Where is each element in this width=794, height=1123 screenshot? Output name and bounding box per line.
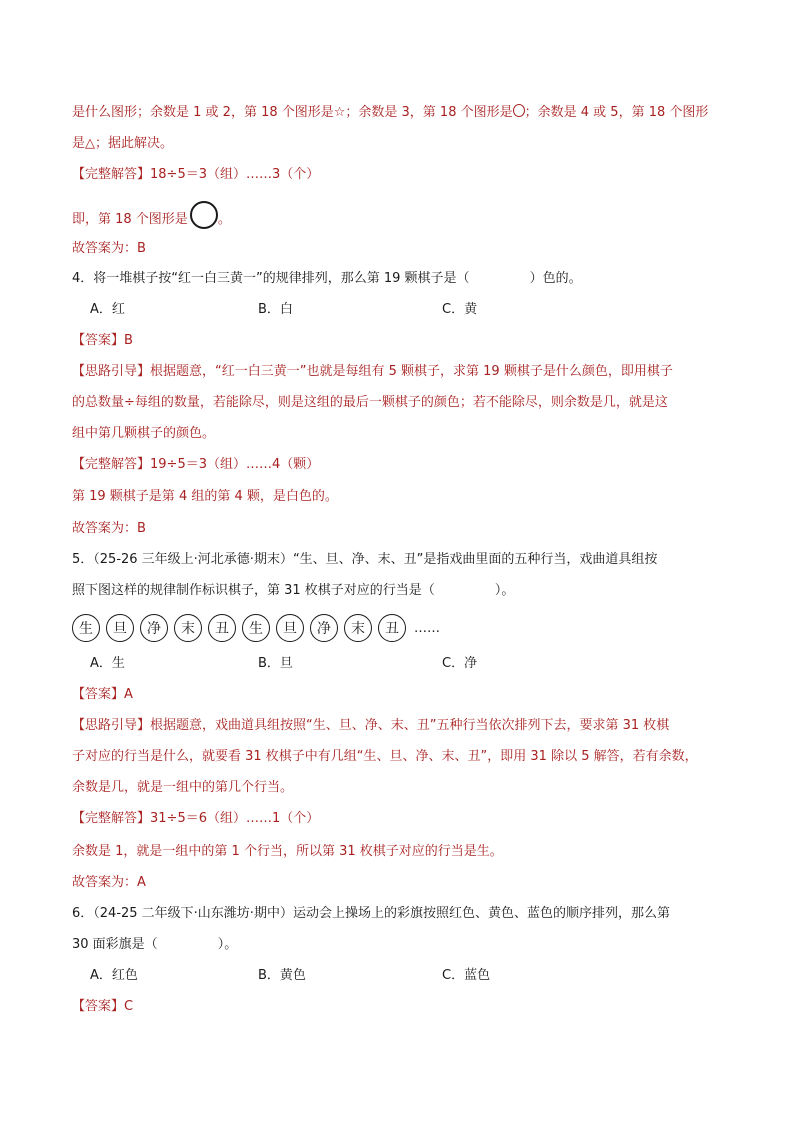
q6-option-b: B．黄色 — [258, 968, 306, 983]
q5-solution: 【完整解答】31÷5＝6（组）……1（个） — [72, 811, 320, 826]
prev-hint-line-2: 是△；据此解决。 — [72, 136, 173, 151]
circle-shape-icon — [513, 104, 525, 117]
q4-final-answer: 故答案为：B — [72, 521, 146, 536]
q4-answer: 【答案】B — [72, 333, 133, 348]
q5-hint-line-2: 子对应的行当是什么，就要看 31 枚棋子中有几组“生、旦、净、末、丑”，即用 31 除以 5 解答，若有余数， — [72, 749, 698, 764]
q4-hint-line-1: 【思路引导】根据题意，“红一白三黄一”也就是每组有 5 颗棋子，求第 19 颗棋子是什么颜色，即用棋子 — [72, 364, 673, 379]
q5-question-line-1: 5．（25-26 三年级上·河北承德·期末）“生、旦、净、末、丑”是指戏曲里面的五种行当，戏曲道具组按 — [72, 552, 658, 567]
role-token: 丑 — [378, 614, 406, 642]
role-token: 旦 — [276, 614, 304, 642]
prev-final-answer: 故答案为：B — [72, 241, 146, 256]
q5-option-b: B．旦 — [258, 656, 293, 671]
q5-answer: 【答案】A — [72, 687, 133, 702]
q5-hint-line-3: 余数是几，就是一组中的第几个行当。 — [72, 780, 294, 795]
q4-solution: 【完整解答】19÷5＝3（组）……4（颗） — [72, 457, 320, 472]
role-token: 旦 — [106, 614, 134, 642]
q5-option-a: A．生 — [90, 656, 125, 671]
role-token: 末 — [344, 614, 372, 642]
q6-answer: 【答案】C — [72, 999, 134, 1014]
q4-option-b: B．白 — [258, 302, 293, 317]
q6-question-line-2: 30 面彩旗是（ ）。 — [72, 937, 238, 952]
q4-question: 4．将一堆棋子按“红一白三黄一”的规律排列，那么第 19 颗棋子是（ ）色的。 — [72, 271, 582, 286]
role-token: 净 — [140, 614, 168, 642]
q6-option-c: C．蓝色 — [442, 968, 491, 983]
q4-hint-line-2: 的总数量÷每组的数量，若能除尽，则是这组的最后一颗棋子的颜色；若不能除尽，则余数是几，就是这 — [72, 395, 668, 410]
q4-option-c: C．黄 — [442, 302, 478, 317]
prev-solution: 【完整解答】18÷5＝3（组）……3（个） — [72, 167, 320, 182]
q4-conclusion: 第 19 颗棋子是第 4 组的第 4 颗，是白色的。 — [72, 489, 338, 504]
q4-option-a: A．红 — [90, 302, 125, 317]
q5-final-answer: 故答案为：A — [72, 875, 146, 890]
q4-hint-line-3: 组中第几颗棋子的颜色。 — [72, 426, 216, 441]
q5-question-line-2: 照下图这样的规律制作标识棋子，第 31 枚棋子对应的行当是（ ）。 — [72, 583, 515, 598]
q5-hint-line-1: 【思路引导】根据题意，戏曲道具组按照“生、旦、净、末、丑”五种行当依次排列下去，要求第 31 枚棋 — [72, 718, 670, 733]
q5-conclusion: 余数是 1，就是一组中的第 1 个行当，所以第 31 枚棋子对应的行当是生。 — [72, 844, 503, 859]
q6-question-line-1: 6．（24-25 二年级下·山东潍坊·期中）运动会上操场上的彩旗按照红色、黄色、蓝色的顺序排列，那么第 — [72, 906, 670, 921]
role-token: 丑 — [208, 614, 236, 642]
role-token: 净 — [310, 614, 338, 642]
prev-conclusion: 即，第 18 个图形是 。 — [72, 201, 722, 229]
sequence-ellipsis: …… — [414, 620, 440, 636]
prev-hint-line-1: 是什么图形；余数是 1 或 2，第 18 个图形是☆；余数是 3，第 18 个图形是 ；余数是 4 或 5，第 18 个图形 — [72, 105, 709, 120]
role-token: 末 — [174, 614, 202, 642]
role-token: 生 — [242, 614, 270, 642]
q5-option-c: C．净 — [442, 656, 478, 671]
role-sequence-figure — [72, 614, 440, 642]
circle-shape-icon — [190, 201, 218, 229]
q6-option-a: A．红色 — [90, 968, 138, 983]
role-token: 生 — [72, 614, 100, 642]
